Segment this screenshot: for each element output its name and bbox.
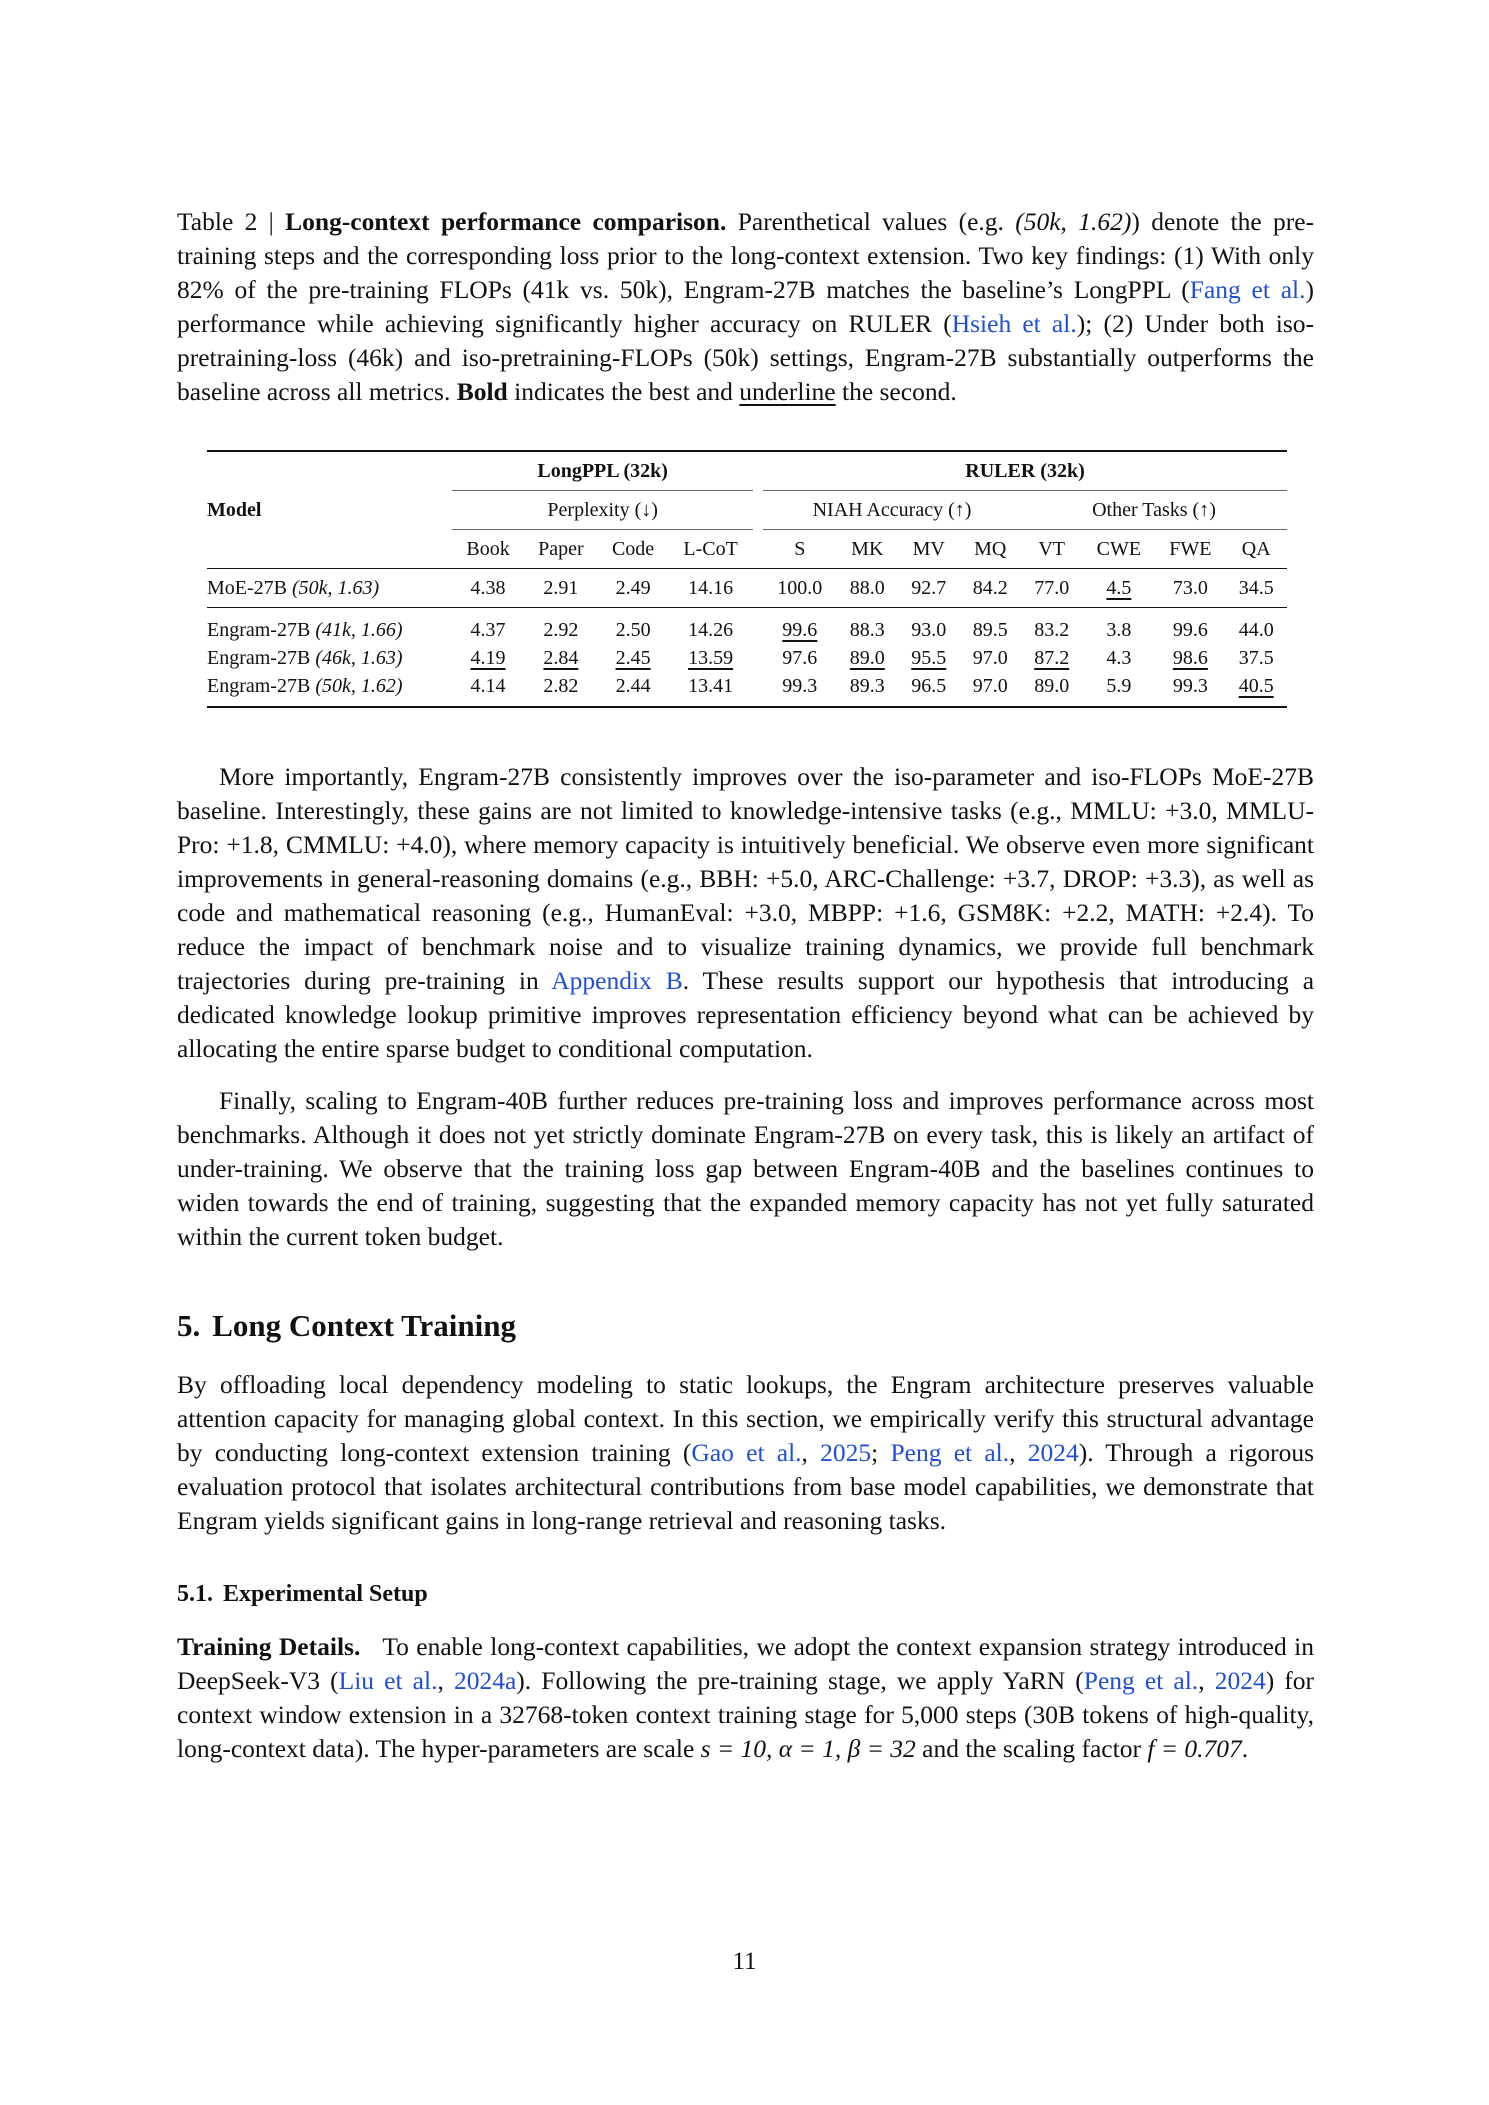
table-cell: 2.44 (615, 674, 651, 697)
model-cell (207, 672, 452, 707)
table-cell: 2.50 (598, 608, 668, 645)
table-cell: 99.3 (1172, 674, 1208, 697)
col-header: Paper (538, 537, 584, 560)
cell-value: 4.19 (470, 646, 506, 669)
subheader-niah: NIAH Accuracy (↑) (763, 491, 1021, 530)
table-cell: 97.0 (972, 674, 1008, 697)
col-header: QA (1241, 537, 1271, 560)
table-cell: 34.5 (1225, 569, 1287, 608)
section-number: 5. (177, 1308, 201, 1343)
table-cell: 3.8 (1082, 608, 1155, 645)
table-cell (898, 644, 959, 672)
citation-link[interactable]: Gao et al. (691, 1438, 802, 1467)
model-note: (50k, 1.62) (315, 674, 403, 697)
table-cell: 37.5 (1238, 646, 1274, 669)
table-cell (1155, 644, 1225, 672)
table-cell: 4.14 (470, 674, 506, 697)
section-heading (177, 1306, 1314, 1346)
table-cell: 97.6 (782, 646, 818, 669)
subheader-perplexity: Perplexity (↓) (452, 491, 753, 530)
model-header: Model (207, 498, 262, 521)
model-note: (50k, 1.63) (292, 576, 380, 599)
model-name: Engram-27B (207, 674, 311, 697)
cell-value: 40.5 (1238, 674, 1274, 697)
model-cell (207, 608, 452, 645)
col-header: L-CoT (683, 537, 738, 560)
table-cell: 77.0 (1021, 569, 1082, 608)
col-header: FWE (1169, 537, 1212, 560)
table-cell (1082, 569, 1155, 608)
subsection-title: Experimental Setup (223, 1581, 428, 1607)
cell-value: 4.5 (1106, 576, 1132, 599)
paragraph: By offloading local dependency modeling to static lookups, the Engram architecture preserves valuable attention capacity for managing global context. In this section, we empirically verify this structural advantage by conducting long-context extension training (Gao et al., 2025; Peng et al., 2024). Through a rigorous evaluation protocol that isolates architectural contributions from base model capabilities, we demonstrate that Engram yields significant gains in long-range retrieval and reasoning tasks. (177, 1370, 1314, 1535)
caption-text: ) performance while achieving significantly higher accuracy on RULER ( (177, 275, 1314, 338)
table-caption (177, 205, 1314, 409)
table-cell: 89.0 (1034, 674, 1070, 697)
model-name: Engram-27B (207, 618, 311, 641)
model-name: MoE-27B (207, 576, 287, 599)
table-cell: 89.3 (849, 674, 885, 697)
table-cell: 2.91 (524, 569, 598, 608)
caption-example: (50k, 1.62) (1015, 207, 1132, 236)
col-header: Code (611, 537, 655, 560)
col-header: VT (1038, 537, 1066, 560)
math-expression: s = 10, α = 1, β = 32 (700, 1734, 916, 1763)
paragraph-text: ) for context window extension in a 32768-token context training stage for 5,000 steps (30B tokens of high-quality, long-context data). The hyper-parameters are scale (177, 1666, 1315, 1763)
citation-link[interactable]: Liu et al. (338, 1666, 438, 1695)
model-note: (46k, 1.63) (315, 646, 403, 669)
table-cell (1225, 672, 1287, 707)
caption-title: Long-context performance comparison. (285, 207, 727, 236)
subsection-heading (177, 1578, 1314, 1610)
table-cell: 4.37 (452, 608, 524, 645)
paragraph-text: . These results support our hypothesis that introducing a dedicated knowledge lookup primitive improves representation efficiency beyond what can be achieved by allocating the entire sparse budget to conditional computation. (177, 966, 1315, 1063)
table-cell: 89.5 (960, 608, 1021, 645)
model-cell (207, 644, 452, 672)
caption-text: the second. (841, 377, 957, 406)
cell-value: 87.2 (1034, 646, 1070, 669)
caption-text: ); (2) Under both iso-pretraining-loss (46k) and iso-pretraining-FLOPs (50k) settings, Engram-27B substantially outperforms the baseline across all metrics. (177, 309, 1314, 406)
runin-heading: Training Details. (177, 1632, 361, 1661)
cell-value: 95.5 (911, 646, 947, 669)
paragraph-text: ). Following the pre-training stage, we apply YaRN ( (516, 1666, 1084, 1695)
table-row (207, 672, 1287, 707)
citation-year-link[interactable]: 2025 (820, 1438, 872, 1467)
citation-link[interactable]: Fang et al. (1189, 275, 1306, 304)
table-cell: 2.92 (524, 608, 598, 645)
cell-value: 13.59 (688, 646, 734, 669)
col-header: Book (466, 537, 510, 560)
caption-text: Parenthetical values (e.g. (737, 207, 1004, 236)
col-header: MQ (974, 537, 1007, 560)
table-cell: 14.16 (668, 569, 753, 608)
paragraph: Finally, scaling to Engram-40B further reduces pre-training loss and improves performance across most benchmarks. Although it does not yet strictly dominate Engram-27B on every task, this is likely an artifact of under-training. We observe that the training loss gap between Engram-40B and the baselines continues to widen towards the end of training, suggesting that the expanded memory capacity has not yet fully saturated within the current token budget. (177, 1086, 1314, 1251)
model-note: (41k, 1.66) (315, 618, 403, 641)
table-cell: 88.0 (837, 569, 898, 608)
table-header-row (207, 451, 1287, 491)
group-header-longppl: LongPPL (32k) (452, 451, 753, 491)
paragraph: Training Details. To enable long-context capabilities, we adopt the context expansion strategy introduced in DeepSeek-V3 (Liu et al., 2024a). Following the pre-training stage, we apply YaRN (Peng et al., 2024) for context window extension in a 32768-token context training stage for 5,000 steps (30B tokens of high-quality, long-context data). The hyper-parameters are scale s = 10, α = 1, β = 32 and the scaling factor f = 0.707. (177, 1632, 1315, 1763)
table-cell: 2.82 (543, 674, 579, 697)
table-cell: 4.3 (1106, 646, 1132, 669)
citation-year-link[interactable]: 2024a (453, 1666, 517, 1695)
table-cell: 99.6 (1155, 608, 1225, 645)
col-header: MV (912, 537, 945, 560)
table-cell (763, 608, 837, 645)
citation-link[interactable]: Peng et al. (890, 1438, 1010, 1467)
table-cell: 4.38 (452, 569, 524, 608)
table-cell: 84.2 (960, 569, 1021, 608)
table-cell: 44.0 (1225, 608, 1287, 645)
table-cell (837, 644, 898, 672)
subsection-number: 5.1. (177, 1581, 213, 1607)
model-name: Engram-27B (207, 646, 311, 669)
table-cell (1021, 644, 1082, 672)
paragraph-text: To enable long-context capabilities, we adopt the context expansion strategy introduced in DeepSeek-V3 ( (177, 1632, 1314, 1695)
table-cell: 96.5 (911, 674, 947, 697)
citation-link[interactable]: Hsieh et al. (951, 309, 1077, 338)
col-header: MK (851, 537, 884, 560)
paragraph-text: By offloading local dependency modeling to static lookups, the Engram architecture preserves valuable attention capacity for managing global context. In this section, we empirically verify this structural advantage by conducting long-context extension training ( (177, 1370, 1314, 1467)
table-cell: 5.9 (1106, 674, 1132, 697)
col-header: CWE (1096, 537, 1142, 560)
citation-link[interactable]: Peng et al. (1083, 1666, 1199, 1695)
cell-value: 2.45 (615, 646, 651, 669)
table-cell: 97.0 (972, 646, 1008, 669)
table-row (207, 569, 1287, 608)
page-number: 11 (732, 1948, 757, 1975)
cell-value: 98.6 (1172, 646, 1208, 669)
subheader-other: Other Tasks (↑) (1021, 491, 1287, 530)
table-cell: 99.3 (782, 674, 818, 697)
cell-value: 2.84 (543, 646, 579, 669)
page-content (177, 205, 1314, 1766)
group-header-ruler: RULER (32k) (763, 451, 1287, 491)
table-cell (598, 644, 668, 672)
cell-value: 99.6 (782, 618, 818, 641)
table-cell: 73.0 (1155, 569, 1225, 608)
paragraph-text: and the scaling factor (922, 1734, 1141, 1763)
caption-text: ) denote the pre-training steps and the corresponding loss prior to the long-context extension. Two key findings: (1) With only 82% of the pre-training FLOPs (41k vs. 50k), Engram-27B matches the baseline’s LongPPL ( (177, 207, 1315, 304)
paragraph-text: ). Through a rigorous evaluation protocol that isolates architectural contributions from base model capabilities, we demonstrate that Engram yields significant gains in long-range retrieval and reasoning tasks. (177, 1438, 1314, 1535)
table-cell: 13.41 (688, 674, 734, 697)
appendix-link[interactable]: Appendix B (551, 966, 683, 995)
citation-year-link[interactable]: 2024 (1214, 1666, 1266, 1695)
bold-word: Bold (456, 377, 508, 406)
math-expression: f = 0.707 (1147, 1734, 1242, 1763)
caption-text: indicates the best and (514, 377, 733, 406)
citation-year-link[interactable]: 2024 (1027, 1438, 1079, 1467)
table-cell (452, 644, 524, 672)
model-cell (207, 569, 452, 608)
table-cell: 83.2 (1021, 608, 1082, 645)
results-table (207, 450, 1287, 708)
table-row (207, 608, 1287, 645)
underline-word: underline (739, 377, 836, 406)
caption-label: Table 2 | (177, 207, 274, 236)
cell-value: 89.0 (849, 646, 885, 669)
table-row (207, 644, 1287, 672)
table-cell: 92.7 (898, 569, 959, 608)
table-cell (668, 644, 753, 672)
section-title: Long Context Training (212, 1308, 516, 1343)
table-cell: 100.0 (763, 569, 837, 608)
table-cell: 14.26 (668, 608, 753, 645)
table-cell: 88.3 (837, 608, 898, 645)
table-cell: 2.49 (598, 569, 668, 608)
table-cell (524, 644, 598, 672)
col-header: S (794, 537, 806, 560)
paragraph-text: More importantly, Engram-27B consistently improves over the iso-parameter and iso-FLOPs MoE-27B baseline. Interestingly, these gains are not limited to knowledge-intensive tasks (e.g., MMLU: +3.0, MMLU-Pro: +1.8, CMMLU: +4.0), where memory capacity is intuitively beneficial. We observe even more significant improvements in general-reasoning domains (e.g., BBH: +5.0, ARC-Challenge: +3.7, DROP: +3.3), as well as code and mathematical reasoning (e.g., HumanEval: +3.0, MBPP: +1.6, GSM8K: +2.2, MATH: +2.4). To reduce the impact of benchmark noise and to visualize training dynamics, we provide full benchmark trajectories during pre-training in (177, 762, 1314, 995)
paragraph-text: . (1241, 1734, 1249, 1763)
table-cell: 93.0 (898, 608, 959, 645)
paragraph (177, 760, 1314, 1066)
